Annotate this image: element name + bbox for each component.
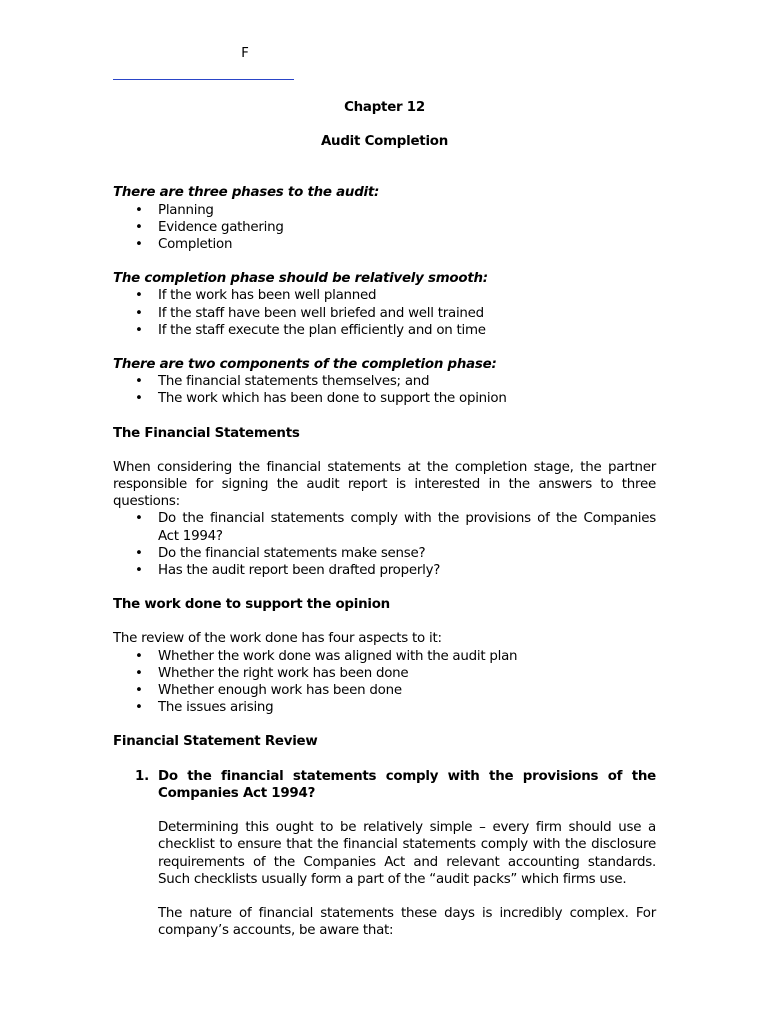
review-item-title: Do the financial statements comply with the provisions of the Companies Act 1994?	[158, 768, 656, 801]
chapter-title: Audit Completion	[320, 134, 449, 150]
work-done-heading: The work done to support the opinion	[113, 597, 390, 613]
completion-smooth-list	[113, 287, 656, 339]
phases-list	[113, 202, 656, 254]
list-item: • If the work has been well planned	[113, 287, 656, 304]
list-item: • The issues arising	[113, 699, 656, 716]
list-item: • Do the financial statements make sense?	[113, 545, 656, 562]
document-body	[113, 99, 656, 939]
list-item: • Whether the work done was aligned with the audit plan	[113, 648, 656, 665]
financial-statement-review-heading: Financial Statement Review	[113, 734, 318, 750]
components-heading: There are two components of the completion phase:	[113, 357, 497, 373]
list-item: • Planning	[113, 202, 656, 219]
phases-heading: There are three phases to the audit:	[113, 185, 380, 201]
list-item: • If the staff have been well briefed and well trained	[113, 305, 656, 322]
financial-statements-intro: When considering the financial statements at the completion stage, the partner responsible for signing the audit report is interested in the answers to three questions:	[113, 459, 656, 510]
header-rule	[113, 79, 294, 80]
list-item: • Evidence gathering	[113, 219, 656, 236]
review-paragraph-1: Determining this ought to be relatively simple – every firm should use a checklist to ensure that the financial statements comply with the disclosure requirements of the Companies Act and relevant accounting standards. Such checklists usually form a part of the “audit packs” which firms use.	[158, 820, 656, 887]
header-letter: F	[241, 46, 249, 61]
list-item: • Whether the right work has been done	[113, 665, 656, 682]
components-list	[113, 373, 656, 407]
review-item-1	[113, 768, 656, 802]
work-done-intro: The review of the work done has four aspects to it:	[113, 631, 442, 647]
chapter-number: Chapter 12	[344, 100, 425, 115]
review-paragraph-2: The nature of financial statements these days is incredibly complex. For company’s accounts, be aware that:	[158, 905, 656, 939]
financial-statements-heading: The Financial Statements	[113, 425, 300, 441]
list-item: • Completion	[113, 236, 656, 253]
list-item: • If the staff execute the plan efficiently and on time	[113, 322, 656, 339]
review-item-number: 1.	[135, 768, 149, 784]
list-item: • Do the financial statements comply with the provisions of the Companies Act 1994?	[113, 510, 656, 544]
financial-statements-questions	[113, 510, 656, 579]
list-item: • Has the audit report been drafted properly?	[113, 562, 656, 579]
completion-smooth-heading: The completion phase should be relatively smooth:	[113, 271, 488, 287]
list-item: • The work which has been done to support the opinion	[113, 390, 656, 407]
list-item: • Whether enough work has been done	[113, 682, 656, 699]
list-item: • The financial statements themselves; and	[113, 373, 656, 390]
work-done-list	[113, 648, 656, 717]
